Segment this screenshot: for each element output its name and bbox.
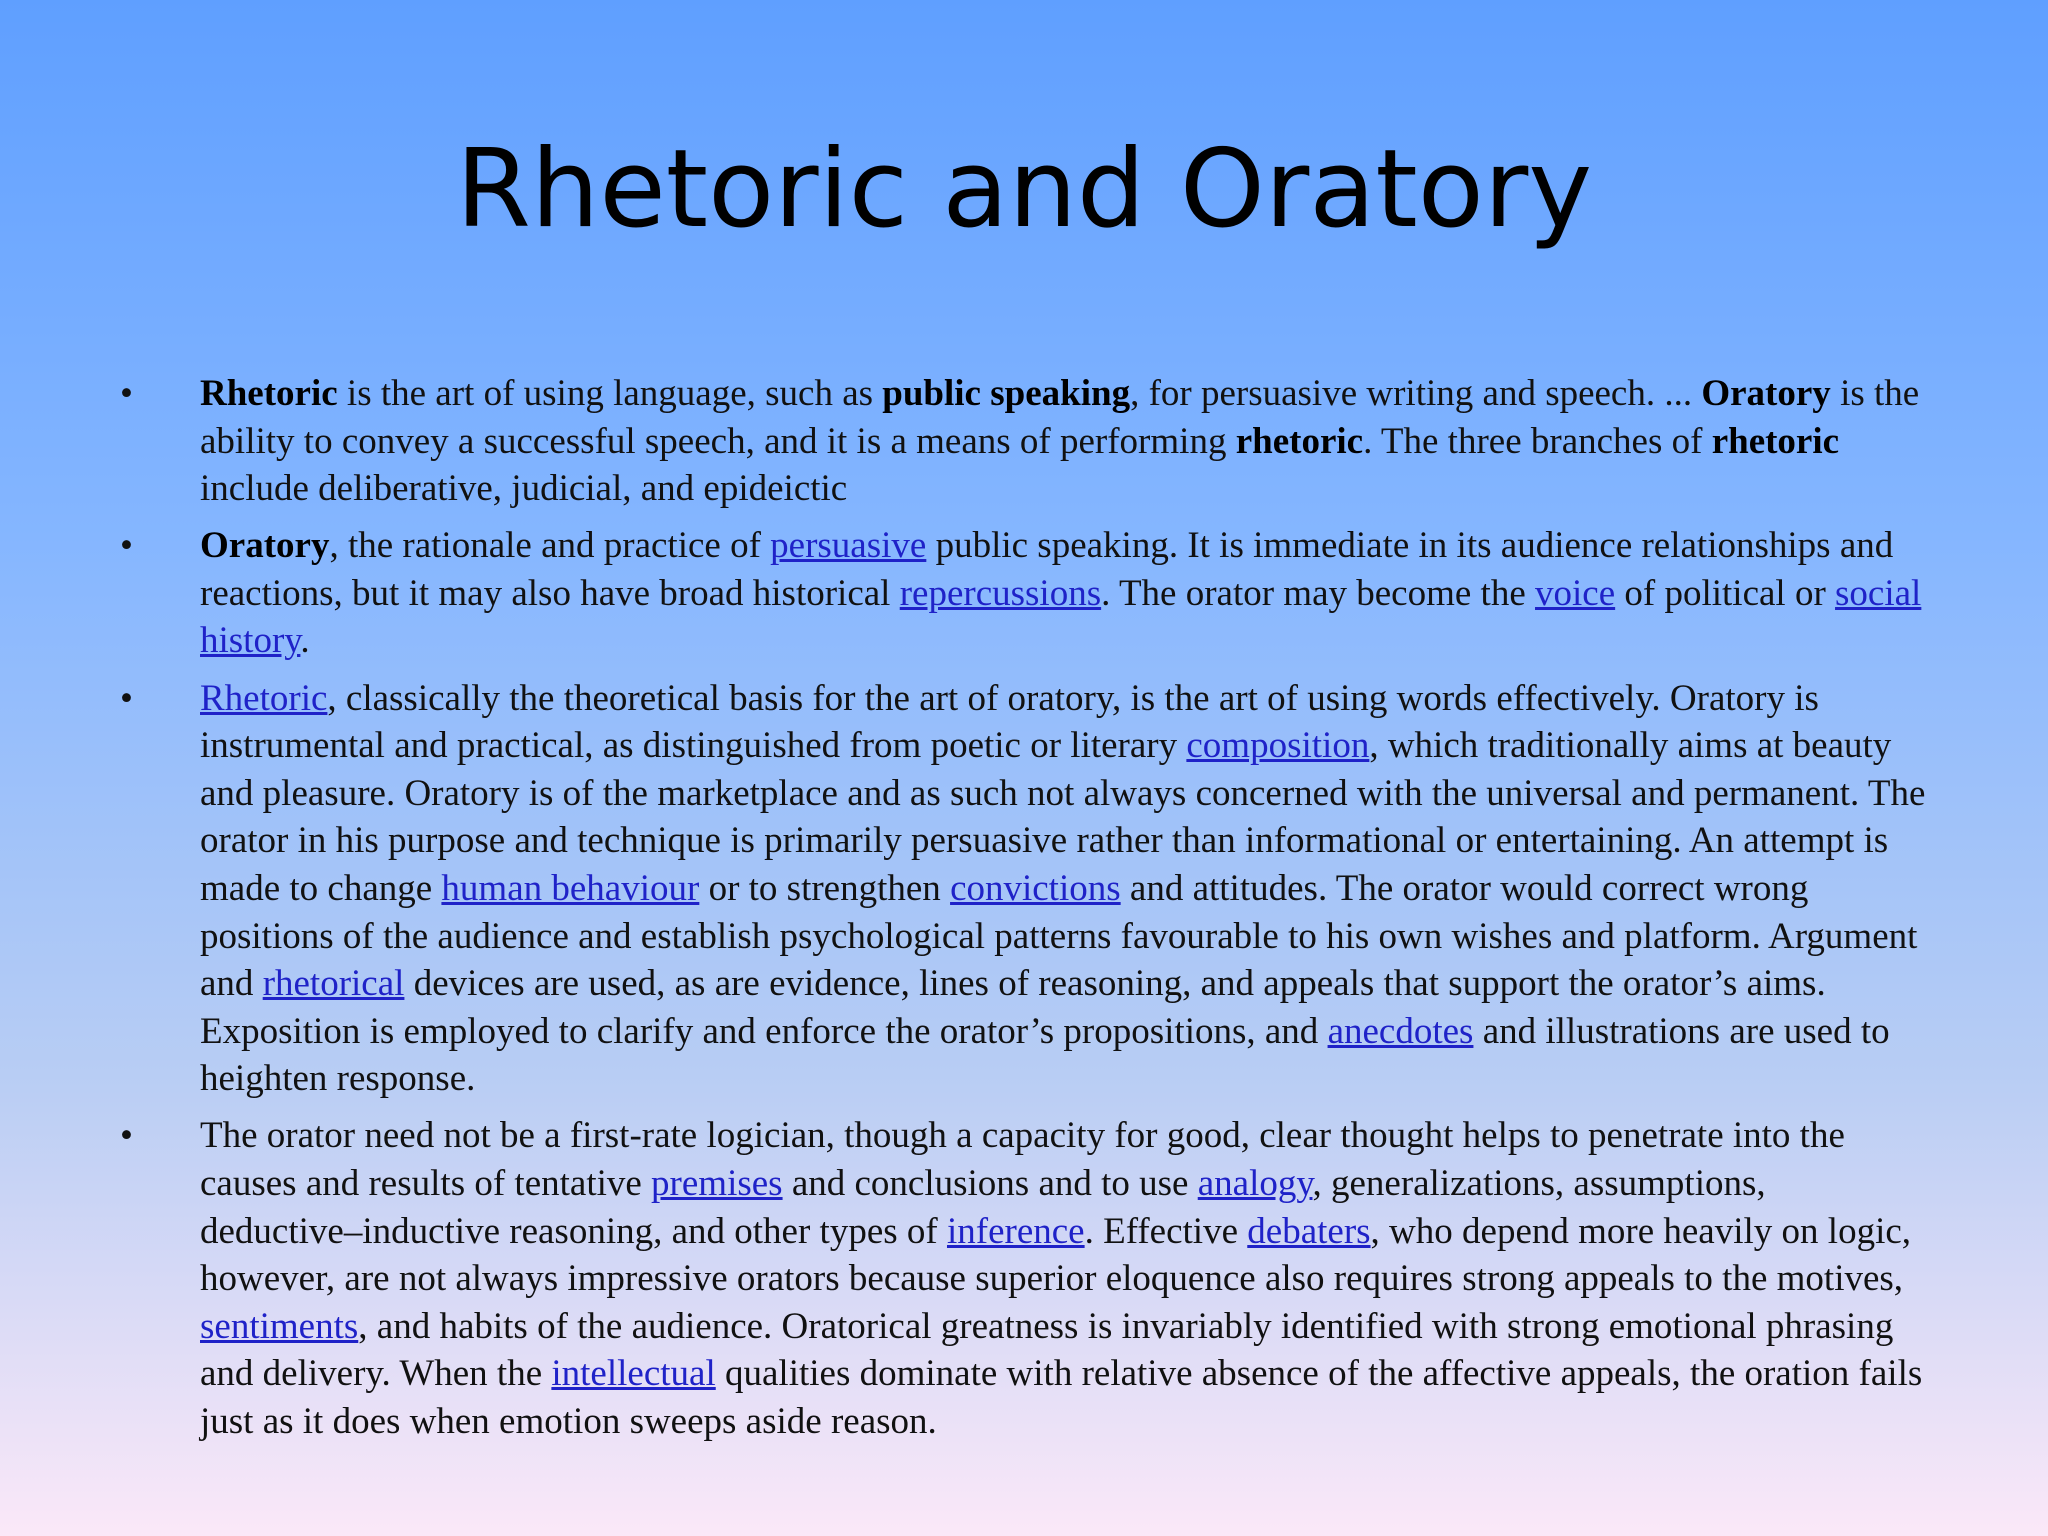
body-text: qualities dominate with relative absence of the affective appeals, the oration fails just as it does when emotion sweeps aside reason.: [200, 1353, 1923, 1442]
term-link[interactable]: Rhetoric: [200, 677, 328, 719]
bullet-item: [120, 522, 1930, 665]
body-text: is the ability to convey a successful speech, and it is a means of performing: [200, 373, 1920, 462]
bold-term: rhetoric: [1235, 420, 1364, 462]
term-link[interactable]: intellectual: [551, 1353, 716, 1395]
term-link[interactable]: voice: [1535, 572, 1616, 614]
body-text: , generalizations, assumptions, deductive–inductive reasoning, and other types of: [200, 1163, 1766, 1252]
term-link[interactable]: sentiments: [200, 1305, 359, 1347]
body-text: . Effective: [1084, 1210, 1248, 1252]
body-text: of political or: [1615, 572, 1836, 614]
body-text: devices are used, as are evidence, lines of reasoning, and appeals that support the orator’s aims. Exposition is employed to clarify and enforce the orator’s propositions, and: [200, 963, 1826, 1052]
bullet-marker: •: [120, 1115, 133, 1157]
term-link[interactable]: social history: [200, 572, 1922, 662]
term-link[interactable]: composition: [1186, 725, 1370, 767]
body-text: , which traditionally aims at beauty and pleasure. Oratory is of the marketplace and as such not always concerned with the universal and permanent. The orator in his purpose and technique is primarily persuasive rather than informational or entertaining. An attempt is made to change: [200, 725, 1926, 909]
term-link[interactable]: analogy: [1197, 1163, 1313, 1204]
bullet-item: [120, 1112, 1930, 1445]
body-text: . The three branches of: [1363, 420, 1712, 462]
body-text: The orator need not be a first-rate logician, though a capacity for good, clear thought helps to penetrate into the causes and results of tentative: [200, 1115, 1845, 1204]
bold-term: Oratory: [200, 525, 330, 567]
term-link[interactable]: debaters: [1247, 1210, 1371, 1252]
body-text: , for persuasive writing and speech. ...: [1130, 373, 1702, 414]
term-link[interactable]: convictions: [950, 867, 1121, 909]
body-text: is the art of using language, such as: [337, 373, 883, 414]
body-text: and illustrations are used to heighten response.: [200, 1010, 1890, 1100]
term-link[interactable]: human behaviour: [441, 867, 700, 909]
body-text: , classically the theoretical basis for the art of oratory, is the art of using words effectively. Oratory is instrumental and practical, as distinguished from poetic or literary: [200, 677, 1819, 767]
bullet-item: [120, 675, 1930, 1103]
term-link[interactable]: premises: [651, 1163, 783, 1204]
bullet-marker: •: [120, 373, 133, 414]
bold-term: Rhetoric: [200, 373, 338, 414]
bullet-marker: •: [120, 525, 133, 567]
body-text: . The orator may become the: [1101, 572, 1536, 614]
body-text: and attitudes. The orator would correct wrong positions of the audience and establish psychological patterns favourable to his own wishes and platform. Argument and: [200, 867, 1918, 1005]
term-link[interactable]: persuasive: [770, 525, 927, 567]
term-link[interactable]: anecdotes: [1327, 1010, 1474, 1052]
term-link[interactable]: repercussions: [899, 572, 1102, 614]
bullet-item: [120, 370, 1930, 513]
body-text: , the rationale and practice of: [329, 525, 771, 567]
bold-term: rhetoric: [1711, 420, 1840, 462]
term-link[interactable]: inference: [946, 1210, 1085, 1252]
body-text: , and habits of the audience. Oratorical greatness is invariably identified with strong emotional phrasing and delivery. When the: [200, 1305, 1894, 1395]
slide-title: Rhetoric and Oratory: [455, 127, 1593, 252]
body-text: , who depend more heavily on logic, however, are not always impressive orators because superior eloquence also requires strong appeals to the motives,: [200, 1210, 1912, 1300]
term-link[interactable]: rhetorical: [262, 963, 405, 1005]
body-text: .: [300, 620, 310, 662]
bold-term: Oratory: [1701, 373, 1831, 414]
bullet-marker: •: [120, 677, 133, 719]
bold-term: public speaking: [882, 373, 1131, 414]
body-text: include deliberative, judicial, and epideictic: [200, 468, 848, 510]
body-text: public speaking. It is immediate in its audience relationships and reactions, but it may also have broad historical: [200, 525, 1894, 614]
bullet-list: [120, 370, 1930, 1455]
body-text: or to strengthen: [699, 867, 951, 909]
body-text: and conclusions and to use: [782, 1163, 1198, 1204]
